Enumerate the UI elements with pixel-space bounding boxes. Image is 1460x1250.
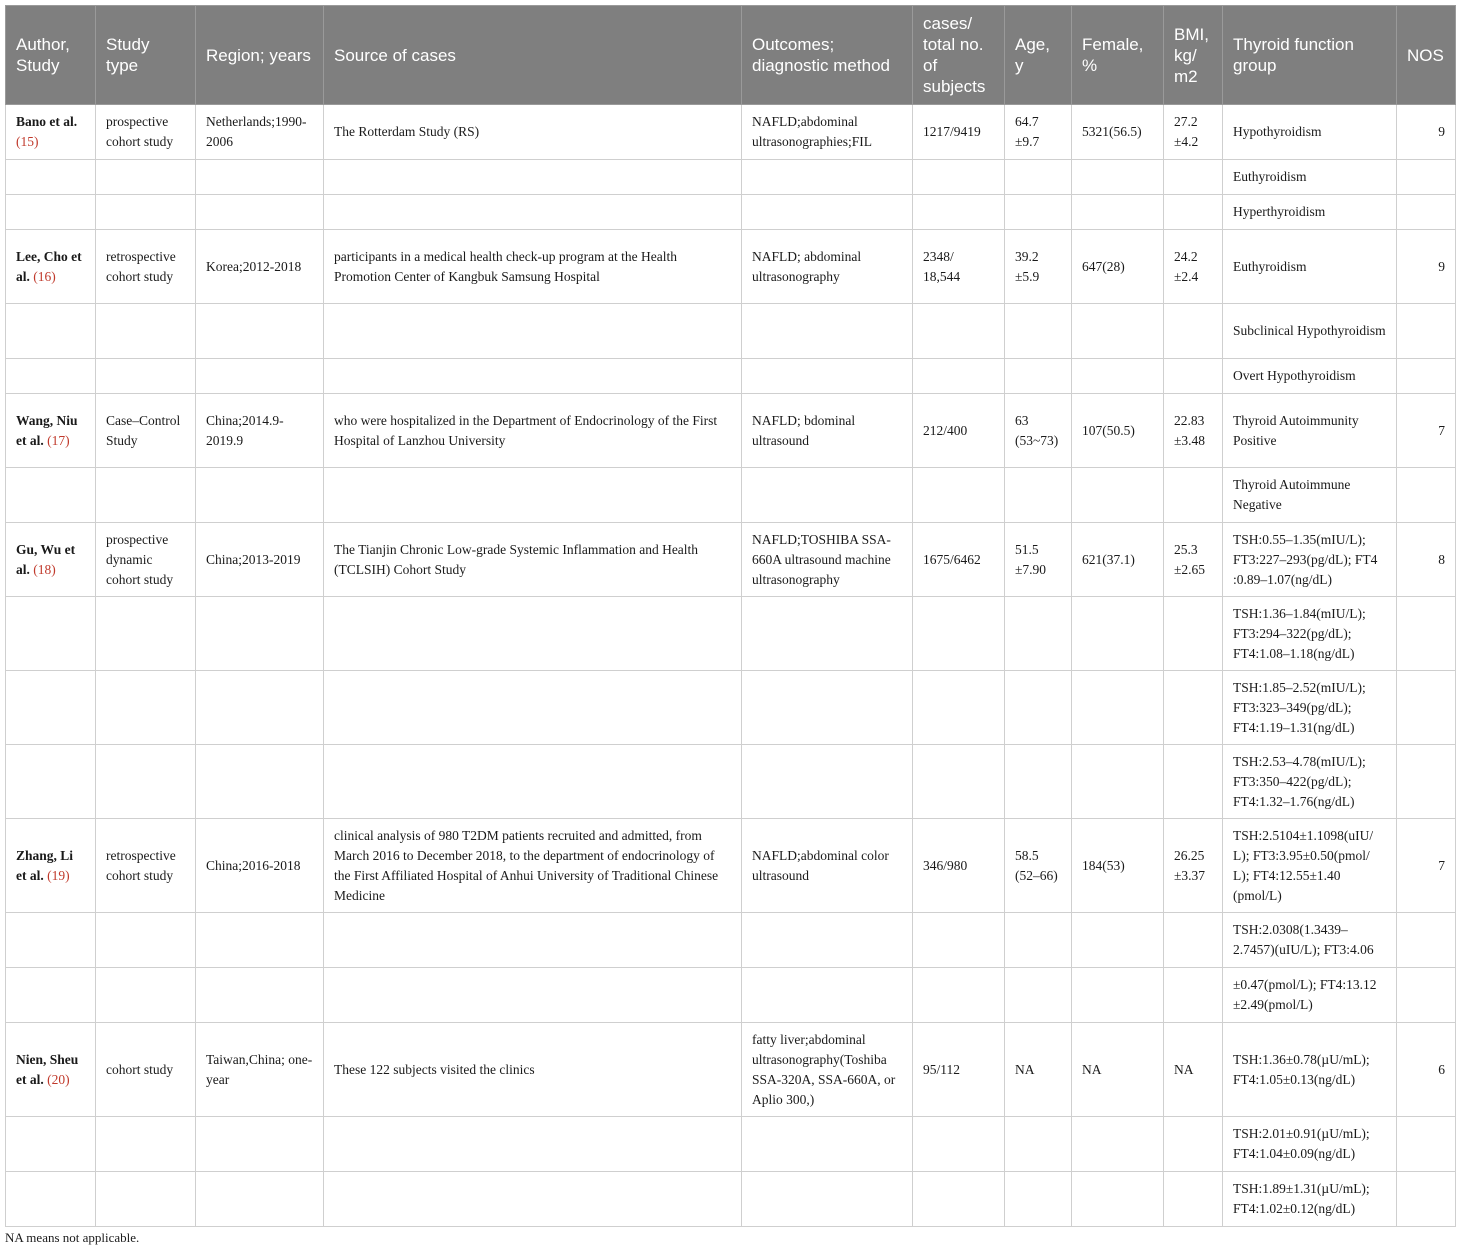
- region-cell: [196, 745, 324, 819]
- nos-cell: 9: [1397, 105, 1456, 160]
- region-cell: [196, 468, 324, 523]
- thyroid-group-cell: TSH:0.55–1.35(mIU/L); FT3:227–293(pg/dL); FT4 :0.89–1.07(ng/dL): [1223, 523, 1397, 597]
- region-cell: Korea;2012-2018: [196, 230, 324, 304]
- bmi-cell: [1164, 597, 1223, 671]
- table-row: [6, 523, 1456, 597]
- author-cell: [6, 671, 96, 745]
- author-cell: [6, 1117, 96, 1172]
- thyroid-group-cell: Hypothyroidism: [1223, 105, 1397, 160]
- study-type-cell: [96, 359, 196, 394]
- age-cell: 51.5 ±7.90: [1005, 523, 1072, 597]
- table-body: [6, 105, 1456, 1227]
- female-cell: [1072, 359, 1164, 394]
- table-row: [6, 597, 1456, 671]
- col-header-thyroid-group: Thyroid function group: [1223, 6, 1397, 105]
- thyroid-group-cell: TSH:1.85–2.52(mIU/L); FT3:323–349(pg/dL); FT4:1.19–1.31(ng/dL): [1223, 671, 1397, 745]
- bmi-cell: [1164, 160, 1223, 195]
- table-row: [6, 468, 1456, 523]
- region-cell: [196, 913, 324, 968]
- nos-cell: [1397, 597, 1456, 671]
- thyroid-group-cell: Thyroid Autoimmune Negative: [1223, 468, 1397, 523]
- bmi-cell: [1164, 359, 1223, 394]
- nos-cell: [1397, 1117, 1456, 1172]
- table-row: [6, 968, 1456, 1023]
- col-header-region: Region; years: [196, 6, 324, 105]
- region-cell: [196, 968, 324, 1023]
- female-cell: [1072, 1172, 1164, 1227]
- outcome-cell: fatty liver;abdominal ultrasonography(Toshiba SSA-320A, SSA-660A, or Aplio 300,): [742, 1023, 913, 1117]
- outcome-cell: [742, 1172, 913, 1227]
- study-type-cell: cohort study: [96, 1023, 196, 1117]
- nos-cell: [1397, 160, 1456, 195]
- female-cell: [1072, 913, 1164, 968]
- col-header-nos: NOS: [1397, 6, 1456, 105]
- bmi-cell: [1164, 913, 1223, 968]
- nos-cell: [1397, 968, 1456, 1023]
- nos-cell: [1397, 913, 1456, 968]
- region-cell: [196, 597, 324, 671]
- cases-cell: 95/112: [913, 1023, 1005, 1117]
- bmi-cell: 27.2 ±4.2: [1164, 105, 1223, 160]
- outcome-cell: [742, 195, 913, 230]
- age-cell: [1005, 745, 1072, 819]
- author-name: Wang, Niu et al.: [16, 412, 78, 448]
- thyroid-group-cell: TSH:1.36±0.78(µU/mL); FT4:1.05±0.13(ng/dL): [1223, 1023, 1397, 1117]
- nos-cell: [1397, 195, 1456, 230]
- bmi-cell: [1164, 745, 1223, 819]
- study-type-cell: prospective dynamic cohort study: [96, 523, 196, 597]
- bmi-cell: [1164, 1117, 1223, 1172]
- bmi-cell: 24.2 ±2.4: [1164, 230, 1223, 304]
- table-row: [6, 195, 1456, 230]
- study-type-cell: retrospective cohort study: [96, 230, 196, 304]
- author-cell: [6, 468, 96, 523]
- age-cell: [1005, 359, 1072, 394]
- author-cell: [6, 597, 96, 671]
- age-cell: [1005, 1117, 1072, 1172]
- outcome-cell: [742, 359, 913, 394]
- cases-cell: [913, 468, 1005, 523]
- cases-cell: 346/980: [913, 819, 1005, 913]
- outcome-cell: NAFLD; bdominal ultrasound: [742, 394, 913, 468]
- thyroid-group-cell: TSH:2.53–4.78(mIU/L); FT3:350–422(pg/dL); FT4:1.32–1.76(ng/dL): [1223, 745, 1397, 819]
- col-header-cases: cases/ total no. of subjects: [913, 6, 1005, 105]
- cases-cell: [913, 745, 1005, 819]
- thyroid-group-cell: Euthyroidism: [1223, 160, 1397, 195]
- cases-cell: [913, 671, 1005, 745]
- female-cell: NA: [1072, 1023, 1164, 1117]
- source-cell: who were hospitalized in the Department of Endocrinology of the First Hospital of Lanzhou University: [324, 394, 742, 468]
- bmi-cell: [1164, 304, 1223, 359]
- author-cell: [6, 105, 96, 160]
- source-cell: These 122 subjects visited the clinics: [324, 1023, 742, 1117]
- age-cell: 58.5 (52–66): [1005, 819, 1072, 913]
- table-row: [6, 1117, 1456, 1172]
- study-type-cell: Case–Control Study: [96, 394, 196, 468]
- cases-cell: [913, 359, 1005, 394]
- author-cell: [6, 1023, 96, 1117]
- source-cell: [324, 968, 742, 1023]
- thyroid-group-cell: TSH:2.0308(1.3439–2.7457)(uIU/L); FT3:4.06: [1223, 913, 1397, 968]
- col-header-source: Source of cases: [324, 6, 742, 105]
- bmi-cell: 25.3 ±2.65: [1164, 523, 1223, 597]
- nos-cell: 6: [1397, 1023, 1456, 1117]
- bmi-cell: 26.25 ±3.37: [1164, 819, 1223, 913]
- bmi-cell: [1164, 468, 1223, 523]
- thyroid-group-cell: TSH:2.01±0.91(µU/mL); FT4:1.04±0.09(ng/dL): [1223, 1117, 1397, 1172]
- study-type-cell: [96, 1172, 196, 1227]
- study-type-cell: [96, 597, 196, 671]
- study-type-cell: prospective cohort study: [96, 105, 196, 160]
- region-cell: Netherlands;1990-2006: [196, 105, 324, 160]
- col-header-author: Author, Study: [6, 6, 96, 105]
- bmi-cell: [1164, 968, 1223, 1023]
- cases-cell: [913, 597, 1005, 671]
- source-cell: [324, 359, 742, 394]
- region-cell: [196, 160, 324, 195]
- nos-cell: [1397, 304, 1456, 359]
- age-cell: [1005, 468, 1072, 523]
- nos-cell: 7: [1397, 394, 1456, 468]
- age-cell: [1005, 304, 1072, 359]
- cases-cell: [913, 160, 1005, 195]
- bmi-cell: 22.83 ±3.48: [1164, 394, 1223, 468]
- nos-cell: 7: [1397, 819, 1456, 913]
- cases-cell: [913, 968, 1005, 1023]
- age-cell: [1005, 160, 1072, 195]
- author-cell: [6, 968, 96, 1023]
- outcome-cell: [742, 671, 913, 745]
- cases-cell: [913, 1172, 1005, 1227]
- region-cell: [196, 1117, 324, 1172]
- table-row: [6, 819, 1456, 913]
- age-cell: 39.2 ±5.9: [1005, 230, 1072, 304]
- bmi-cell: NA: [1164, 1023, 1223, 1117]
- outcome-cell: [742, 1117, 913, 1172]
- age-cell: [1005, 597, 1072, 671]
- female-cell: [1072, 468, 1164, 523]
- region-cell: [196, 1172, 324, 1227]
- source-cell: [324, 913, 742, 968]
- source-cell: [324, 1117, 742, 1172]
- table-row: [6, 105, 1456, 160]
- age-cell: [1005, 968, 1072, 1023]
- nos-cell: [1397, 359, 1456, 394]
- cases-cell: 1675/6462: [913, 523, 1005, 597]
- source-cell: [324, 468, 742, 523]
- thyroid-group-cell: ±0.47(pmol/L); FT4:13.12 ±2.49(pmol/L): [1223, 968, 1397, 1023]
- nos-cell: 9: [1397, 230, 1456, 304]
- reference-link: (16): [33, 268, 56, 284]
- age-cell: 64.7 ±9.7: [1005, 105, 1072, 160]
- author-cell: [6, 745, 96, 819]
- cases-cell: [913, 1117, 1005, 1172]
- female-cell: [1072, 1117, 1164, 1172]
- region-cell: [196, 671, 324, 745]
- author-cell: [6, 359, 96, 394]
- thyroid-group-cell: Hyperthyroidism: [1223, 195, 1397, 230]
- source-cell: [324, 597, 742, 671]
- nos-cell: [1397, 468, 1456, 523]
- author-cell: [6, 913, 96, 968]
- age-cell: [1005, 913, 1072, 968]
- region-cell: [196, 359, 324, 394]
- bmi-cell: [1164, 1172, 1223, 1227]
- thyroid-group-cell: Euthyroidism: [1223, 230, 1397, 304]
- table-row: [6, 394, 1456, 468]
- outcome-cell: NAFLD;abdominal color ultrasound: [742, 819, 913, 913]
- age-cell: 63 (53~73): [1005, 394, 1072, 468]
- female-cell: [1072, 968, 1164, 1023]
- study-type-cell: [96, 195, 196, 230]
- thyroid-group-cell: TSH:1.89±1.31(µU/mL); FT4:1.02±0.12(ng/dL): [1223, 1172, 1397, 1227]
- source-cell: The Tianjin Chronic Low-grade Systemic Inflammation and Health (TCLSIH) Cohort Study: [324, 523, 742, 597]
- author-cell: [6, 160, 96, 195]
- thyroid-group-cell: Thyroid Autoimmunity Positive: [1223, 394, 1397, 468]
- nos-cell: [1397, 671, 1456, 745]
- col-header-study-type: Study type: [96, 6, 196, 105]
- author-cell: [6, 1172, 96, 1227]
- outcome-cell: [742, 913, 913, 968]
- author-cell: [6, 195, 96, 230]
- table-row: [6, 913, 1456, 968]
- study-type-cell: [96, 913, 196, 968]
- study-characteristics-table: [5, 5, 1456, 1227]
- female-cell: [1072, 597, 1164, 671]
- author-name: Zhang, Li et al.: [16, 847, 74, 883]
- cases-cell: 1217/9419: [913, 105, 1005, 160]
- outcome-cell: [742, 304, 913, 359]
- author-cell: [6, 304, 96, 359]
- nos-cell: [1397, 745, 1456, 819]
- cases-cell: 2348/ 18,544: [913, 230, 1005, 304]
- source-cell: clinical analysis of 980 T2DM patients recruited and admitted, from March 2016 to December 2018, to the department of endocrinology of the First Affiliated Hospital of Anhui University of Traditional Chinese Medicine: [324, 819, 742, 913]
- source-cell: [324, 160, 742, 195]
- female-cell: [1072, 160, 1164, 195]
- reference-link: (18): [33, 561, 56, 577]
- age-cell: [1005, 1172, 1072, 1227]
- author-name: Gu, Wu et al.: [16, 541, 76, 577]
- author-cell: [6, 230, 96, 304]
- region-cell: Taiwan,China; one-year: [196, 1023, 324, 1117]
- table-row: [6, 1172, 1456, 1227]
- reference-link: (17): [47, 432, 70, 448]
- region-cell: [196, 195, 324, 230]
- reference-link: (20): [47, 1071, 70, 1087]
- study-type-cell: [96, 468, 196, 523]
- reference-link: (15): [16, 134, 39, 149]
- outcome-cell: [742, 745, 913, 819]
- outcome-cell: [742, 468, 913, 523]
- region-cell: China;2013-2019: [196, 523, 324, 597]
- cases-cell: [913, 304, 1005, 359]
- cases-cell: [913, 195, 1005, 230]
- region-cell: China;2014.9-2019.9: [196, 394, 324, 468]
- study-type-cell: retrospective cohort study: [96, 819, 196, 913]
- study-type-cell: [96, 1117, 196, 1172]
- author-cell: [6, 523, 96, 597]
- source-cell: [324, 671, 742, 745]
- col-header-bmi: BMI, kg/ m2: [1164, 6, 1223, 105]
- female-cell: 647(28): [1072, 230, 1164, 304]
- header-row: [6, 6, 1456, 105]
- source-cell: [324, 195, 742, 230]
- outcome-cell: NAFLD; abdominal ultrasonography: [742, 230, 913, 304]
- author-name: Bano et al.: [16, 114, 78, 129]
- thyroid-group-cell: Overt Hypothyroidism: [1223, 359, 1397, 394]
- age-cell: [1005, 195, 1072, 230]
- source-cell: [324, 1172, 742, 1227]
- study-type-cell: [96, 745, 196, 819]
- table-row: [6, 230, 1456, 304]
- female-cell: 621(37.1): [1072, 523, 1164, 597]
- cases-cell: 212/400: [913, 394, 1005, 468]
- reference-link: (19): [47, 867, 70, 883]
- table-footnote: NA means not applicable.: [5, 1230, 140, 1245]
- table-row: [6, 359, 1456, 394]
- bmi-cell: [1164, 671, 1223, 745]
- cases-cell: [913, 913, 1005, 968]
- female-cell: [1072, 304, 1164, 359]
- author-cell: [6, 819, 96, 913]
- female-cell: [1072, 671, 1164, 745]
- age-cell: NA: [1005, 1023, 1072, 1117]
- female-cell: 107(50.5): [1072, 394, 1164, 468]
- col-header-outcomes: Outcomes; diagnostic method: [742, 6, 913, 105]
- table-row: [6, 745, 1456, 819]
- study-type-cell: [96, 968, 196, 1023]
- outcome-cell: [742, 597, 913, 671]
- region-cell: [196, 304, 324, 359]
- nos-cell: [1397, 1172, 1456, 1227]
- thyroid-group-cell: Subclinical Hypothyroidism: [1223, 304, 1397, 359]
- author-name: Nien, Sheu et al.: [16, 1051, 79, 1087]
- table-row: [6, 160, 1456, 195]
- author-name: Lee, Cho et al.: [16, 248, 82, 284]
- author-cell: [6, 394, 96, 468]
- region-cell: China;2016-2018: [196, 819, 324, 913]
- nos-cell: 8: [1397, 523, 1456, 597]
- study-type-cell: [96, 304, 196, 359]
- source-cell: [324, 304, 742, 359]
- outcome-cell: NAFLD;abdominal ultrasonographies;FIL: [742, 105, 913, 160]
- bmi-cell: [1164, 195, 1223, 230]
- outcome-cell: NAFLD;TOSHIBA SSA-660A ultrasound machine ultrasonography: [742, 523, 913, 597]
- study-type-cell: [96, 160, 196, 195]
- table-row: [6, 304, 1456, 359]
- thyroid-group-cell: TSH:2.5104±1.1098(uIU/ L); FT3:3.95±0.50(pmol/ L); FT4:12.55±1.40 (pmol/L): [1223, 819, 1397, 913]
- col-header-female: Female, %: [1072, 6, 1164, 105]
- source-cell: [324, 745, 742, 819]
- thyroid-group-cell: TSH:1.36–1.84(mIU/L); FT3:294–322(pg/dL); FT4:1.08–1.18(ng/dL): [1223, 597, 1397, 671]
- source-cell: participants in a medical health check-up program at the Health Promotion Center of Kangbuk Samsung Hospital: [324, 230, 742, 304]
- source-cell: The Rotterdam Study (RS): [324, 105, 742, 160]
- study-type-cell: [96, 671, 196, 745]
- female-cell: 184(53): [1072, 819, 1164, 913]
- col-header-age: Age, y: [1005, 6, 1072, 105]
- female-cell: [1072, 195, 1164, 230]
- outcome-cell: [742, 160, 913, 195]
- age-cell: [1005, 671, 1072, 745]
- female-cell: [1072, 745, 1164, 819]
- table-row: [6, 671, 1456, 745]
- table-row: [6, 1023, 1456, 1117]
- female-cell: 5321(56.5): [1072, 105, 1164, 160]
- outcome-cell: [742, 968, 913, 1023]
